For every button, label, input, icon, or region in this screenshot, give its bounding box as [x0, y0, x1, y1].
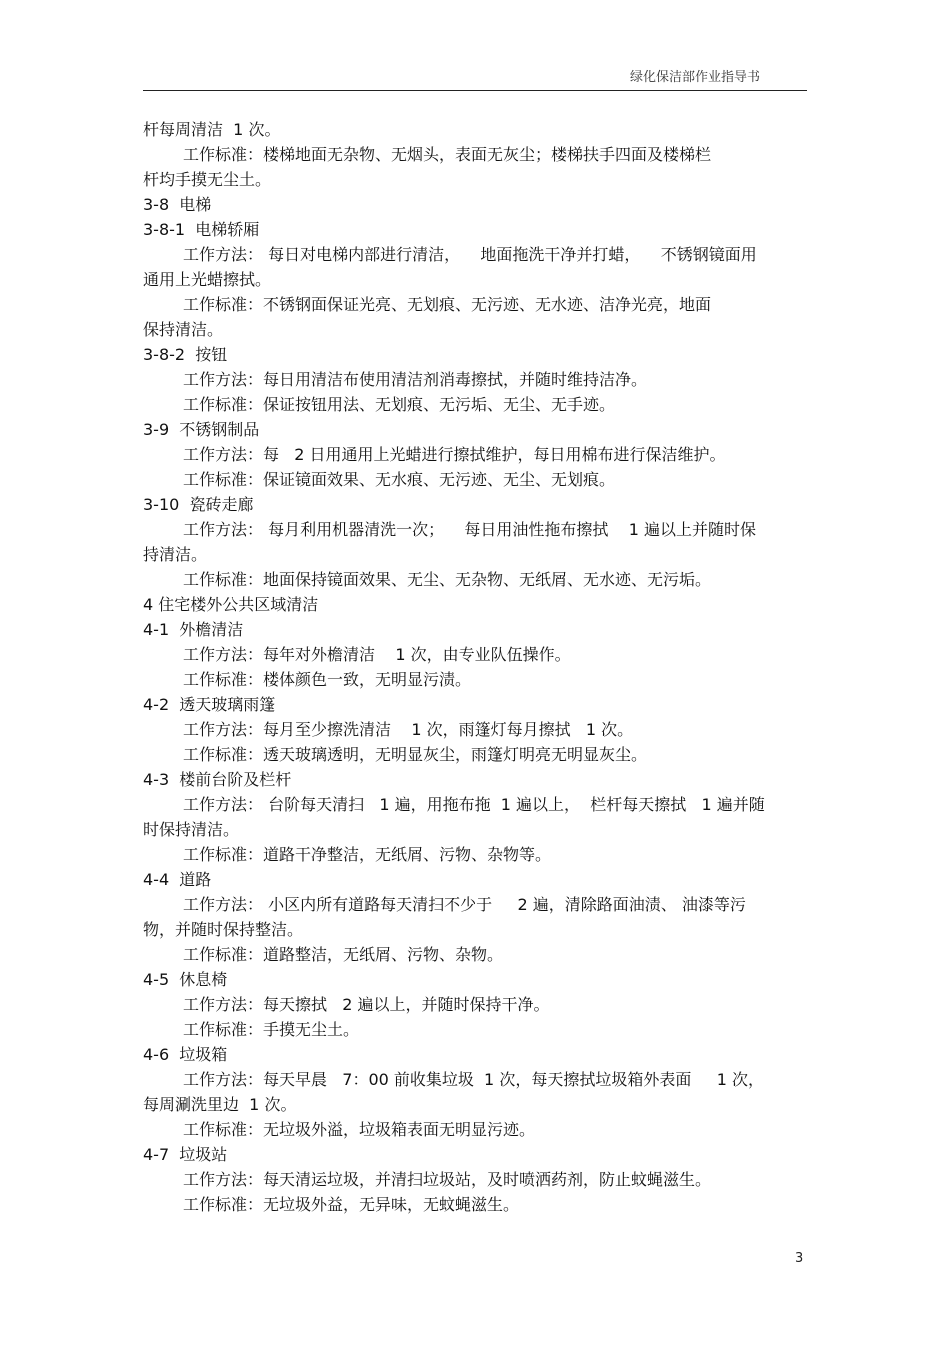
paragraph-line: 工作方法：每年对外檐清洁 1 次，由专业队伍操作。: [183, 645, 571, 664]
paragraph-line: 工作标准：楼梯地面无杂物、无烟头，表面无灰尘；楼梯扶手四面及楼梯栏: [183, 145, 712, 164]
paragraph-line: 工作标准：不锈钢面保证光亮、无划痕、无污迹、无水迹、洁净光亮，地面: [183, 295, 712, 314]
paragraph-line: 工作方法：每天早晨 7：00 前收集垃圾 1 次，每天擦拭垃圾箱外表面 1 次，: [183, 1070, 765, 1089]
paragraph-line: 工作标准：保证按钮用法、无划痕、无污垢、无尘、无手迹。: [183, 395, 616, 414]
text-line: 3-8 电梯: [143, 195, 212, 214]
text-line: 4 住宅楼外公共区域清洁: [143, 595, 319, 614]
text-line: 杆均手摸无尘土。: [143, 170, 272, 189]
text-line: 3-8-2 按钮: [143, 345, 228, 364]
paragraph-line: 工作标准：无垃圾外益，无异味，无蚊蝇滋生。: [183, 1195, 520, 1214]
paragraph-line: 工作方法： 小区内所有道路每天清扫不少于 2 遍，清除路面油渍、 油漆等污: [183, 895, 746, 914]
text-line: 每周涮洗里边 1 次。: [143, 1095, 297, 1114]
text-line: 3-9 不锈钢制品: [143, 420, 260, 439]
paragraph-line: 工作标准：道路整洁，无纸屑、污物、杂物。: [183, 945, 504, 964]
document-header-title: 绿化保洁部作业指导书: [629, 70, 760, 85]
text-line: 4-3 楼前台阶及栏杆: [143, 770, 292, 789]
text-line: 4-7 垃圾站: [143, 1145, 228, 1164]
text-line: 3-10 瓷砖走廊: [143, 495, 254, 514]
text-line: 3-8-1 电梯轿厢: [143, 220, 260, 239]
text-line: 4-4 道路: [143, 870, 212, 889]
text-line: 4-5 休息椅: [143, 970, 228, 989]
paragraph-line: 工作标准：道路干净整洁，无纸屑、污物、杂物等。: [183, 845, 552, 864]
text-line: 物，并随时保持整洁。: [143, 920, 304, 939]
header-divider: [143, 90, 807, 91]
paragraph-line: 工作方法：每 2 日用通用上光蜡进行擦拭维护，每日用棉布进行保洁维护。: [183, 445, 726, 464]
paragraph-line: 工作方法： 台阶每天清扫 1 遍，用拖布拖 1 遍以上， 栏杆每天擦拭 1 遍并随: [183, 795, 765, 814]
text-line: 时保持清洁。: [143, 820, 240, 839]
paragraph-line: 工作方法： 每月利用机器清洗一次； 每日用油性拖布擦拭 1 遍以上并随时保: [183, 520, 757, 539]
text-line: 保持清洁。: [143, 320, 224, 339]
text-line: 通用上光蜡擦拭。: [143, 270, 272, 289]
paragraph-line: 工作方法：每月至少擦洗清洁 1 次，雨篷灯每月擦拭 1 次。: [183, 720, 634, 739]
paragraph-line: 工作方法：每天擦拭 2 遍以上，并随时保持干净。: [183, 995, 550, 1014]
page-number: 3: [795, 1251, 804, 1266]
paragraph-line: 工作标准：楼体颜色一致，无明显污渍。: [183, 670, 472, 689]
text-line: 4-2 透天玻璃雨篷: [143, 695, 276, 714]
paragraph-line: 工作标准：透天玻璃透明，无明显灰尘，雨篷灯明亮无明显灰尘。: [183, 745, 648, 764]
text-line: 4-1 外檐清洁: [143, 620, 244, 639]
paragraph-line: 工作方法： 每日对电梯内部进行清洁， 地面拖洗干净并打蜡， 不锈钢镜面用: [183, 245, 757, 264]
paragraph-line: 工作方法：每日用清洁布使用清洁剂消毒擦拭，并随时维持洁净。: [183, 370, 648, 389]
text-line: 杆每周清洁 1 次。: [143, 120, 281, 139]
text-line: 4-6 垃圾箱: [143, 1045, 228, 1064]
paragraph-line: 工作标准：无垃圾外溢，垃圾箱表面无明显污迹。: [183, 1120, 536, 1139]
paragraph-line: 工作标准：手摸无尘土。: [183, 1020, 360, 1039]
paragraph-line: 工作方法：每天清运垃圾，并清扫垃圾站，及时喷洒药剂，防止蚊蝇滋生。: [183, 1170, 712, 1189]
text-line: 持清洁。: [143, 545, 208, 564]
document-body: [143, 117, 807, 1217]
paragraph-line: 工作标准：地面保持镜面效果、无尘、无杂物、无纸屑、无水迹、无污垢。: [183, 570, 712, 589]
paragraph-line: 工作标准：保证镜面效果、无水痕、无污迹、无尘、无划痕。: [183, 470, 616, 489]
